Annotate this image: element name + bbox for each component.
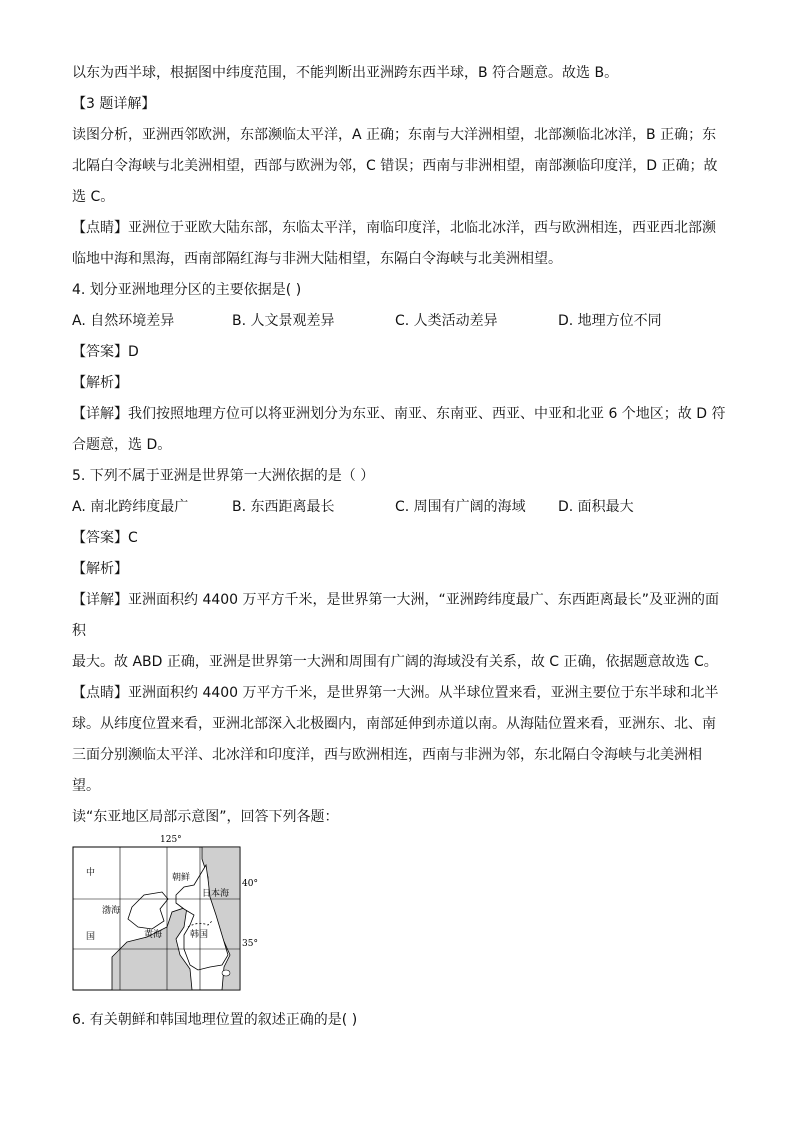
section-heading: 【3 题详解】 [72, 96, 156, 112]
analysis-label: 【解析】 [72, 375, 128, 391]
detail-line: 最大。故 ABD 正确，亚洲是世界第一大洲和周围有广阔的海域没有关系，故 C 正确，依据题意故选 C。 [72, 654, 718, 670]
question-6-stem: 6. 有关朝鲜和韩国地理位置的叙述正确的是( ) [72, 1012, 358, 1028]
tip-line: 【点睛】亚洲位于亚欧大陆东部，东临太平洋，南临印度洋，北临北冰洋，西与欧洲相连，西亚西北部濒 [72, 220, 716, 236]
detail-line: 【详解】我们按照地理方位可以将亚洲划分为东亚、南亚、东南亚、西亚、中亚和北亚 6 个地区；故 D 符 [72, 406, 726, 422]
map-graphic [72, 837, 262, 997]
east-asia-map [72, 837, 262, 997]
option-c: C. 周围有广阔的海域 [395, 499, 526, 515]
option-a: A. 自然环境差异 [72, 313, 175, 329]
label-china: 中 [86, 868, 96, 878]
text-line: 读图分析，亚洲西邻欧洲，东部濒临太平洋，A 正确；东南与大洋洲相望，北部濒临北冰洋，B 正确；东 [72, 127, 717, 143]
answer-label: 【答案】D [72, 344, 139, 360]
label-bohai: 渤海 [102, 906, 121, 916]
document-page [72, 58, 732, 1036]
label-sea-of-japan: 日本海 [202, 889, 230, 899]
question-5-stem: 5. 下列不属于亚洲是世界第一大洲依据的是（ ） [72, 468, 375, 484]
option-a: A. 南北跨纬度最广 [72, 499, 189, 515]
label-south-korea: 韩国 [190, 930, 209, 940]
analysis-label: 【解析】 [72, 561, 128, 577]
option-c: C. 人类活动差异 [395, 313, 498, 329]
longitude-label: 125° [160, 835, 182, 845]
text-line: 北隔白令海峡与北美洲相望，西部与欧洲为邻，C 错误；西南与非洲相望，南部濒临印度洋，D 正确；故 [72, 158, 718, 174]
question-4-options [72, 306, 732, 337]
option-b: B. 人文景观差异 [232, 313, 335, 329]
latitude-label: 35° [242, 939, 258, 949]
option-d: D. 面积最大 [558, 499, 634, 515]
tip-line: 【点睛】亚洲面积约 4400 万平方千米，是世界第一大洲。从半球位置来看，亚洲主要位于东半球和北半 [72, 685, 719, 701]
option-d: D. 地理方位不同 [558, 313, 662, 329]
tip-line: 临地中海和黑海，西南部隔红海与非洲大陆相望，东隔白令海峡与北美洲相望。 [72, 251, 562, 267]
detail-line: 【详解】亚洲面积约 4400 万平方千米，是世界第一大洲，“亚洲跨纬度最广、东西距离最长”及亚洲的面积 [72, 592, 720, 639]
question-4-stem: 4. 划分亚洲地理分区的主要依据是( ) [72, 282, 302, 298]
tip-line: 三面分别濒临太平洋、北冰洋和印度洋，西与欧洲相连，西南与非洲为邻，东北隔白令海峡与北美洲相 [72, 747, 702, 763]
label-north-korea: 朝鲜 [172, 873, 191, 883]
text-line: 选 C。 [72, 189, 115, 205]
answer-label: 【答案】C [72, 530, 138, 546]
label-yellow-sea: 黄海 [144, 930, 163, 940]
question-5-options [72, 492, 732, 523]
option-b: B. 东西距离最长 [232, 499, 335, 515]
tip-line: 望。 [72, 778, 100, 794]
label-china: 国 [86, 932, 96, 942]
map-intro: 读“东亚地区局部示意图”，回答下列各题： [72, 809, 339, 825]
text-line: 以东为西半球，根据图中纬度范围，不能判断出亚洲跨东西半球，B 符合题意。故选 B。 [72, 65, 619, 81]
tip-line: 球。从纬度位置来看，亚洲北部深入北极圈内，南部延伸到赤道以南。从海陆位置来看，亚洲东、北、南 [72, 716, 716, 732]
latitude-label: 40° [242, 879, 258, 889]
detail-line: 合题意，选 D。 [72, 437, 172, 453]
